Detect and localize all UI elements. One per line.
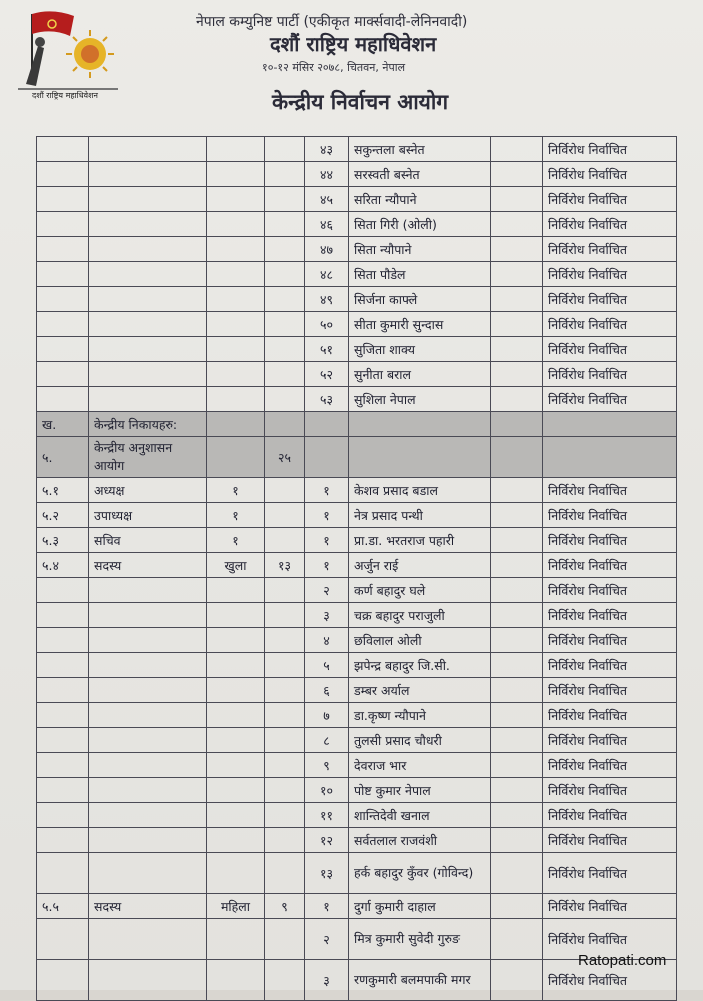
cell-candidate-no: ९ — [305, 753, 349, 778]
cell-position — [89, 678, 207, 703]
cell-serial — [37, 387, 89, 412]
logo-caption: दशौं राष्ट्रिय महाधिवेशन — [32, 91, 98, 100]
cell-serial — [37, 828, 89, 853]
cell-category — [207, 628, 265, 653]
cell-candidate-no: ३ — [305, 603, 349, 628]
cell-position — [89, 187, 207, 212]
cell-candidate-name: सुशिला नेपाल — [349, 387, 491, 412]
table-row — [37, 803, 677, 828]
cell-blank — [491, 262, 543, 287]
cell-position — [89, 653, 207, 678]
cell-seats — [265, 312, 305, 337]
cell-seats — [265, 578, 305, 603]
cell-serial: ५.२ — [37, 503, 89, 528]
cell-candidate-no: २ — [305, 578, 349, 603]
cell-seats — [265, 412, 305, 437]
cell-seats — [265, 960, 305, 1001]
cell-position — [89, 362, 207, 387]
cell-candidate-name: सिता न्यौपाने — [349, 237, 491, 262]
party-name: नेपाल कम्युनिष्ट पार्टी (एकीकृत मार्क्सवादी-लेनिनवादी) — [196, 14, 468, 30]
cell-position: सदस्य — [89, 894, 207, 919]
cell-candidate-name: हर्क बहादुर कुँवर (गोविन्द) — [349, 853, 491, 894]
cell-candidate-name: सर्वतलाल राजवंशी — [349, 828, 491, 853]
committee-title: केन्द्रीय निर्वाचन आयोग — [272, 90, 449, 114]
cell-serial — [37, 362, 89, 387]
cell-seats — [265, 478, 305, 503]
cell-result: निर्विरोध निर्वाचित — [543, 337, 677, 362]
cell-serial — [37, 603, 89, 628]
cell-candidate-no: ४७ — [305, 237, 349, 262]
table-row — [37, 603, 677, 628]
cell-serial — [37, 212, 89, 237]
cell-candidate-name: नेत्र प्रसाद पन्थी — [349, 503, 491, 528]
cell-category — [207, 703, 265, 728]
table-row — [37, 362, 677, 387]
cell-serial: ख. — [37, 412, 89, 437]
cell-result: निर्विरोध निर्वाचित — [543, 137, 677, 162]
cell-position — [89, 828, 207, 853]
cell-category — [207, 162, 265, 187]
cell-position: केन्द्रीय निकायहरु: — [89, 412, 207, 437]
cell-result: निर्विरोध निर्वाचित — [543, 187, 677, 212]
cell-result: निर्विरोध निर्वाचित — [543, 212, 677, 237]
cell-candidate-name: चक्र बहादुर पराजुली — [349, 603, 491, 628]
cell-position — [89, 919, 207, 960]
cell-result — [543, 412, 677, 437]
cell-seats — [265, 262, 305, 287]
cell-candidate-no: १ — [305, 503, 349, 528]
cell-category — [207, 653, 265, 678]
cell-position — [89, 728, 207, 753]
cell-serial: ५.३ — [37, 528, 89, 553]
cell-result — [543, 437, 677, 478]
cell-candidate-no: ५१ — [305, 337, 349, 362]
cell-category — [207, 187, 265, 212]
cell-serial — [37, 703, 89, 728]
cell-category — [207, 853, 265, 894]
cell-candidate-no: ४८ — [305, 262, 349, 287]
table-row — [37, 412, 677, 437]
cell-candidate-name: सिता गिरी (ओली) — [349, 212, 491, 237]
cell-result: निर्विरोध निर्वाचित — [543, 237, 677, 262]
cell-seats — [265, 678, 305, 703]
cell-seats — [265, 187, 305, 212]
cell-category: १ — [207, 528, 265, 553]
table-row — [37, 337, 677, 362]
cell-position — [89, 603, 207, 628]
cell-result: निर्विरोध निर्वाचित — [543, 703, 677, 728]
cell-result: निर्विरोध निर्वाचित — [543, 678, 677, 703]
cell-blank — [491, 187, 543, 212]
cell-serial — [37, 653, 89, 678]
cell-category: १ — [207, 503, 265, 528]
cell-serial: ५.५ — [37, 894, 89, 919]
cell-candidate-name: डम्बर अर्याल — [349, 678, 491, 703]
cell-candidate-name: सिता पौडेल — [349, 262, 491, 287]
cell-candidate-no: ८ — [305, 728, 349, 753]
cell-serial — [37, 237, 89, 262]
cell-position: सदस्य — [89, 553, 207, 578]
cell-result: निर्विरोध निर्वाचित — [543, 919, 677, 960]
cell-position — [89, 960, 207, 1001]
cell-blank — [491, 478, 543, 503]
cell-seats — [265, 237, 305, 262]
cell-position — [89, 803, 207, 828]
table-row — [37, 387, 677, 412]
cell-position: सचिव — [89, 528, 207, 553]
cell-position: उपाध्यक्ष — [89, 503, 207, 528]
cell-candidate-name: तुलसी प्रसाद चौधरी — [349, 728, 491, 753]
cell-blank — [491, 828, 543, 853]
cell-candidate-no: १ — [305, 478, 349, 503]
cell-seats — [265, 362, 305, 387]
cell-blank — [491, 728, 543, 753]
cell-seats — [265, 603, 305, 628]
cell-candidate-name: सुनीता बराल — [349, 362, 491, 387]
cell-candidate-no: १ — [305, 553, 349, 578]
cell-candidate-no: ४ — [305, 628, 349, 653]
cell-blank — [491, 803, 543, 828]
cell-serial — [37, 312, 89, 337]
cell-category — [207, 262, 265, 287]
cell-category — [207, 137, 265, 162]
table-row — [37, 578, 677, 603]
cell-category — [207, 237, 265, 262]
cell-candidate-name: अर्जुन राई — [349, 553, 491, 578]
cell-result: निर्विरोध निर्वाचित — [543, 653, 677, 678]
cell-result: निर्विरोध निर्वाचित — [543, 528, 677, 553]
cell-position — [89, 387, 207, 412]
table-row — [37, 894, 677, 919]
cell-category: खुला — [207, 553, 265, 578]
cell-candidate-no: ४९ — [305, 287, 349, 312]
cell-result: निर्विरोध निर्वाचित — [543, 603, 677, 628]
cell-result: निर्विरोध निर्वाचित — [543, 960, 677, 1001]
cell-category — [207, 362, 265, 387]
cell-blank — [491, 628, 543, 653]
cell-category — [207, 412, 265, 437]
cell-serial — [37, 919, 89, 960]
table-row — [37, 728, 677, 753]
cell-candidate-no: ४६ — [305, 212, 349, 237]
cell-serial — [37, 337, 89, 362]
cell-position — [89, 753, 207, 778]
cell-blank — [491, 212, 543, 237]
cell-candidate-name: छविलाल ओली — [349, 628, 491, 653]
cell-serial — [37, 803, 89, 828]
cell-blank — [491, 387, 543, 412]
cell-category — [207, 753, 265, 778]
cell-seats — [265, 728, 305, 753]
table-row — [37, 553, 677, 578]
cell-blank — [491, 287, 543, 312]
cell-candidate-no — [305, 412, 349, 437]
cell-category — [207, 778, 265, 803]
cell-position: अध्यक्ष — [89, 478, 207, 503]
cell-position — [89, 262, 207, 287]
cell-serial — [37, 960, 89, 1001]
cell-serial — [37, 162, 89, 187]
cell-candidate-no: १ — [305, 528, 349, 553]
cell-seats — [265, 778, 305, 803]
cell-seats — [265, 287, 305, 312]
cell-result: निर्विरोध निर्वाचित — [543, 828, 677, 853]
cell-candidate-no: ४४ — [305, 162, 349, 187]
cell-position — [89, 778, 207, 803]
cell-seats — [265, 628, 305, 653]
table-row — [37, 162, 677, 187]
cell-candidate-no: ४५ — [305, 187, 349, 212]
table-row — [37, 853, 677, 894]
cell-seats — [265, 162, 305, 187]
cell-serial — [37, 628, 89, 653]
cell-category — [207, 603, 265, 628]
cell-candidate-name: केशव प्रसाद बडाल — [349, 478, 491, 503]
cell-candidate-name: सीता कुमारी सुन्दास — [349, 312, 491, 337]
table-row — [37, 137, 677, 162]
cell-candidate-no: ५२ — [305, 362, 349, 387]
cell-blank — [491, 778, 543, 803]
cell-candidate-no: २ — [305, 919, 349, 960]
cell-blank — [491, 853, 543, 894]
cell-blank — [491, 162, 543, 187]
cell-category — [207, 919, 265, 960]
table-row — [37, 437, 677, 478]
cell-position — [89, 703, 207, 728]
cell-position — [89, 287, 207, 312]
cell-serial — [37, 678, 89, 703]
table-row — [37, 703, 677, 728]
cell-blank — [491, 703, 543, 728]
table-row — [37, 528, 677, 553]
cell-seats — [265, 653, 305, 678]
table-row — [37, 628, 677, 653]
cell-result: निर्विरोध निर्वाचित — [543, 753, 677, 778]
cell-serial — [37, 578, 89, 603]
cell-candidate-name: प्रा.डा. भरतराज पहारी — [349, 528, 491, 553]
table-row — [37, 287, 677, 312]
cell-serial — [37, 137, 89, 162]
cell-seats — [265, 919, 305, 960]
cell-category — [207, 678, 265, 703]
cell-result: निर्विरोध निर्वाचित — [543, 728, 677, 753]
cell-serial: ५.१ — [37, 478, 89, 503]
cell-candidate-no: ५० — [305, 312, 349, 337]
cell-position — [89, 162, 207, 187]
watermark: Ratopati.com — [578, 952, 667, 969]
cell-candidate-no: ६ — [305, 678, 349, 703]
cell-candidate-no: १२ — [305, 828, 349, 853]
cell-candidate-name: रणकुमारी बलमपाकी मगर — [349, 960, 491, 1001]
table-row — [37, 503, 677, 528]
cell-result: निर्विरोध निर्वाचित — [543, 287, 677, 312]
cell-candidate-no: ५ — [305, 653, 349, 678]
cell-result: निर्विरोध निर्वाचित — [543, 362, 677, 387]
cell-candidate-name: मित्र कुमारी सुवेदी गुरुङ — [349, 919, 491, 960]
cell-candidate-name: शान्तिदेवी खनाल — [349, 803, 491, 828]
cell-position — [89, 337, 207, 362]
cell-serial — [37, 728, 89, 753]
cell-serial — [37, 262, 89, 287]
results-table — [36, 136, 677, 1001]
table-row — [37, 653, 677, 678]
cell-candidate-name: झपेन्द्र बहादुर जि.सी. — [349, 653, 491, 678]
cell-category — [207, 212, 265, 237]
cell-category — [207, 312, 265, 337]
cell-blank — [491, 437, 543, 478]
cell-blank — [491, 753, 543, 778]
cell-seats — [265, 212, 305, 237]
cell-blank — [491, 603, 543, 628]
cell-blank — [491, 960, 543, 1001]
cell-candidate-name: सिर्जना काफ्ले — [349, 287, 491, 312]
cell-serial — [37, 187, 89, 212]
cell-seats: २५ — [265, 437, 305, 478]
cell-candidate-no: ४३ — [305, 137, 349, 162]
table-row — [37, 312, 677, 337]
cell-result: निर्विरोध निर्वाचित — [543, 628, 677, 653]
table-row — [37, 753, 677, 778]
cell-candidate-name: दुर्गा कुमारी दाहाल — [349, 894, 491, 919]
cell-seats — [265, 753, 305, 778]
cell-candidate-name: सकुन्तला बस्नेत — [349, 137, 491, 162]
cell-category — [207, 287, 265, 312]
cell-candidate-no: १ — [305, 894, 349, 919]
cell-blank — [491, 137, 543, 162]
table-row — [37, 262, 677, 287]
cell-blank — [491, 503, 543, 528]
cell-category — [207, 437, 265, 478]
cell-blank — [491, 362, 543, 387]
cell-position — [89, 237, 207, 262]
cell-result: निर्विरोध निर्वाचित — [543, 894, 677, 919]
cell-position — [89, 137, 207, 162]
cell-category: १ — [207, 478, 265, 503]
cell-seats — [265, 528, 305, 553]
cell-serial — [37, 778, 89, 803]
cell-seats — [265, 853, 305, 894]
cell-category — [207, 578, 265, 603]
cell-blank — [491, 894, 543, 919]
cell-position — [89, 578, 207, 603]
cell-blank — [491, 919, 543, 960]
cell-candidate-name: पोष्ट कुमार नेपाल — [349, 778, 491, 803]
cell-candidate-no: ७ — [305, 703, 349, 728]
cell-candidate-no: ११ — [305, 803, 349, 828]
cell-seats — [265, 828, 305, 853]
cell-candidate-name: कर्ण बहादुर घले — [349, 578, 491, 603]
cell-blank — [491, 337, 543, 362]
cell-result: निर्विरोध निर्वाचित — [543, 262, 677, 287]
cell-candidate-name: देवराज भार — [349, 753, 491, 778]
cell-candidate-name: सरस्वती बस्नेत — [349, 162, 491, 187]
cell-result: निर्विरोध निर्वाचित — [543, 778, 677, 803]
cell-category — [207, 803, 265, 828]
cell-blank — [491, 653, 543, 678]
cell-result: निर्विरोध निर्वाचित — [543, 478, 677, 503]
cell-serial — [37, 753, 89, 778]
cell-result: निर्विरोध निर्वाचित — [543, 553, 677, 578]
cell-seats — [265, 137, 305, 162]
cell-seats — [265, 803, 305, 828]
cell-seats — [265, 337, 305, 362]
cell-candidate-name — [349, 437, 491, 478]
cell-serial — [37, 853, 89, 894]
cell-position: केन्द्रीय अनुशासन आयोग — [89, 437, 207, 478]
cell-position — [89, 628, 207, 653]
table-row — [37, 778, 677, 803]
cell-seats: १३ — [265, 553, 305, 578]
date-place: १०-१२ मंसिर २०७८, चितवन, नेपाल — [262, 61, 406, 74]
cell-candidate-name: डा.कृष्ण न्यौपाने — [349, 703, 491, 728]
convention-title: दशौं राष्ट्रिय महाधिवेशन — [270, 32, 437, 56]
cell-candidate-no — [305, 437, 349, 478]
table-row — [37, 678, 677, 703]
cell-result: निर्विरोध निर्वाचित — [543, 387, 677, 412]
cell-candidate-name: सरिता न्यौपाने — [349, 187, 491, 212]
cell-blank — [491, 312, 543, 337]
cell-seats — [265, 503, 305, 528]
cell-serial: ५. — [37, 437, 89, 478]
cell-category — [207, 337, 265, 362]
cell-candidate-no: १० — [305, 778, 349, 803]
cell-seats: ९ — [265, 894, 305, 919]
cell-position — [89, 312, 207, 337]
cell-serial: ५.४ — [37, 553, 89, 578]
cell-blank — [491, 528, 543, 553]
cell-blank — [491, 553, 543, 578]
cell-category — [207, 728, 265, 753]
cell-blank — [491, 412, 543, 437]
cell-result: निर्विरोध निर्वाचित — [543, 162, 677, 187]
cell-category — [207, 960, 265, 1001]
cell-category — [207, 828, 265, 853]
cell-candidate-no: ५३ — [305, 387, 349, 412]
cell-result: निर्विरोध निर्वाचित — [543, 803, 677, 828]
cell-candidate-no: ३ — [305, 960, 349, 1001]
cell-result: निर्विरोध निर्वाचित — [543, 503, 677, 528]
table-row — [37, 187, 677, 212]
table-row — [37, 478, 677, 503]
cell-position — [89, 853, 207, 894]
cell-blank — [491, 678, 543, 703]
cell-seats — [265, 387, 305, 412]
document-header — [0, 0, 703, 128]
cell-result: निर्विरोध निर्वाचित — [543, 853, 677, 894]
cell-result: निर्विरोध निर्वाचित — [543, 578, 677, 603]
cell-seats — [265, 703, 305, 728]
table-row — [37, 237, 677, 262]
cell-category: महिला — [207, 894, 265, 919]
cell-result: निर्विरोध निर्वाचित — [543, 312, 677, 337]
table-row — [37, 212, 677, 237]
cell-candidate-name: सुजिता शाक्य — [349, 337, 491, 362]
cell-serial — [37, 287, 89, 312]
cell-candidate-name — [349, 412, 491, 437]
table-row — [37, 828, 677, 853]
cell-candidate-no: १३ — [305, 853, 349, 894]
cell-blank — [491, 237, 543, 262]
cell-blank — [491, 578, 543, 603]
cell-category — [207, 387, 265, 412]
cell-position — [89, 212, 207, 237]
